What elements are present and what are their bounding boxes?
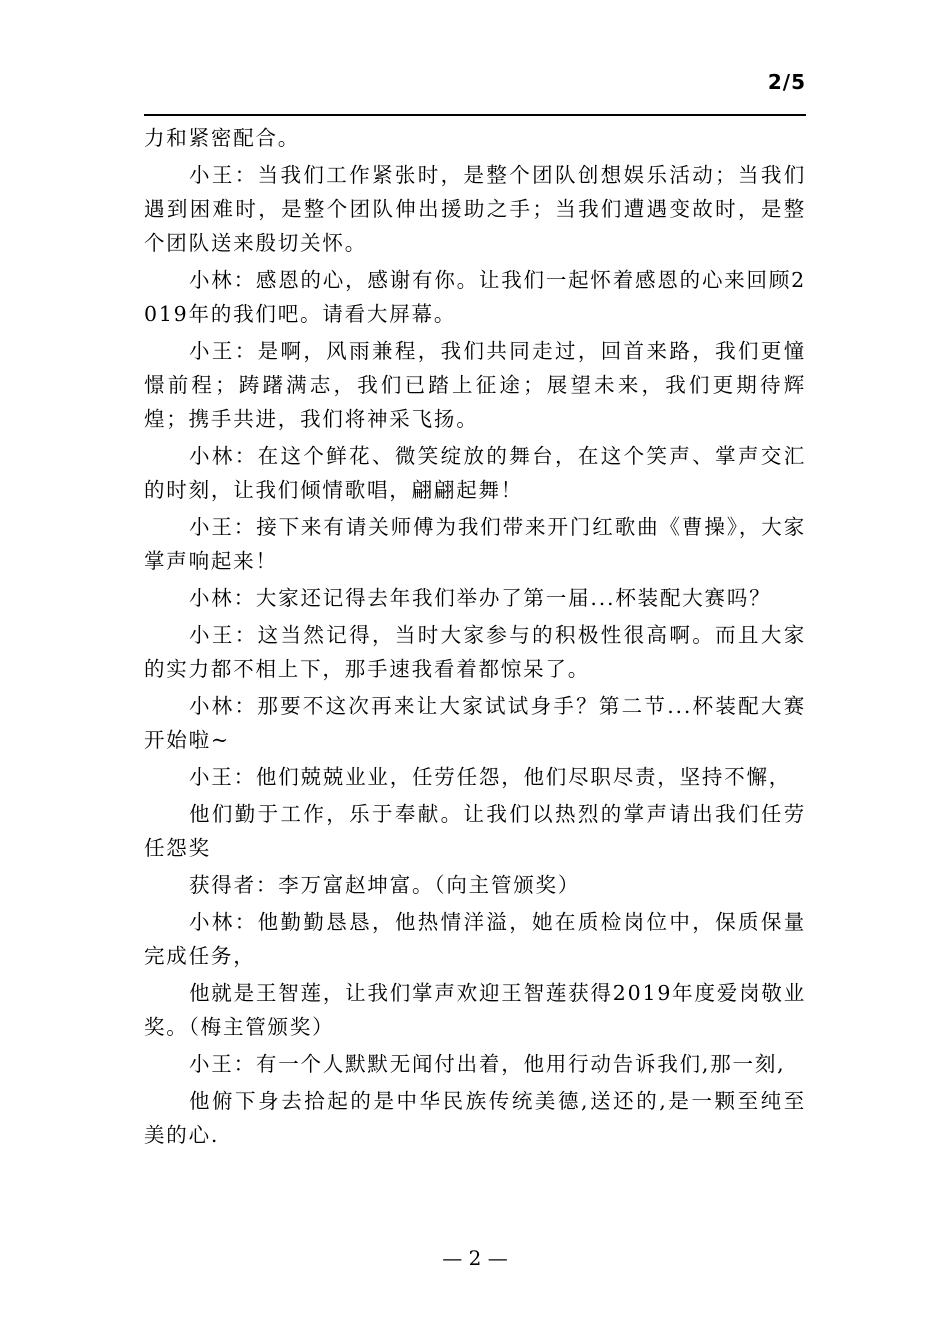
paragraph: 小王：是啊，风雨兼程，我们共同走过，回首来路，我们更憧憬前程；踌躇满志，我们已踏上征途；展望未来，我们更期待辉煌；携手共进，我们将神采飞扬。: [144, 339, 806, 431]
paragraph: 他们勤于工作，乐于奉献。让我们以热烈的掌声请出我们任劳任怨奖: [144, 802, 806, 860]
paragraph: 小王：当我们工作紧张时，是整个团队创想娱乐活动；当我们遇到困难时，是整个团队伸出援助之手；当我们遭遇变故时，是整个团队送来殷切关怀。: [144, 163, 806, 255]
paragraph: 力和紧密配合。: [144, 126, 301, 150]
paragraph: 他俯下身去拾起的是中华民族传统美德,送还的,是一颗至纯至美的心.: [144, 1089, 806, 1147]
header-divider: [144, 114, 806, 116]
paragraph: 小王：这当然记得，当时大家参与的积极性很高啊。而且大家的实力都不相上下，那手速我看着都惊呆了。: [144, 623, 806, 681]
paragraph: 小林：感恩的心，感谢有你。让我们一起怀着感恩的心来回顾2019年的我们吧。请看大屏幕。: [144, 268, 806, 326]
paragraph: 小林：他勤勤恳恳，他热情洋溢，她在质检岗位中，保质保量完成任务，: [144, 910, 806, 968]
header-page-indicator: 2/5: [767, 70, 806, 94]
paragraph: 小王：有一个人默默无闻付出着，他用行动告诉我们,那一刻,: [189, 1052, 786, 1076]
paragraph: 小王：他们兢兢业业，任劳任怨，他们尽职尽责，坚持不懈，: [189, 765, 792, 789]
paragraph: 小林：那要不这次再来让大家试试身手？第二节...杯装配大赛开始啦~: [144, 694, 806, 752]
paragraph: 获得者：李万富赵坤富。（向主管颁奖）: [189, 873, 581, 897]
document-body: [144, 121, 806, 1152]
paragraph: 他就是王智莲，让我们掌声欢迎王智莲获得2019年度爱岗敬业奖。（梅主管颁奖）: [144, 981, 806, 1039]
paragraph: 小林：在这个鲜花、微笑绽放的舞台，在这个笑声、掌声交汇的时刻，让我们倾情歌唱，翩翩起舞！: [144, 444, 806, 502]
footer-page-number: — 2 —: [442, 1246, 508, 1270]
paragraph: 小林：大家还记得去年我们举办了第一届...杯装配大赛吗？: [189, 586, 772, 610]
paragraph: 小王：接下来有请关师傅为我们带来开门红歌曲《曹操》，大家掌声响起来！: [144, 515, 806, 573]
